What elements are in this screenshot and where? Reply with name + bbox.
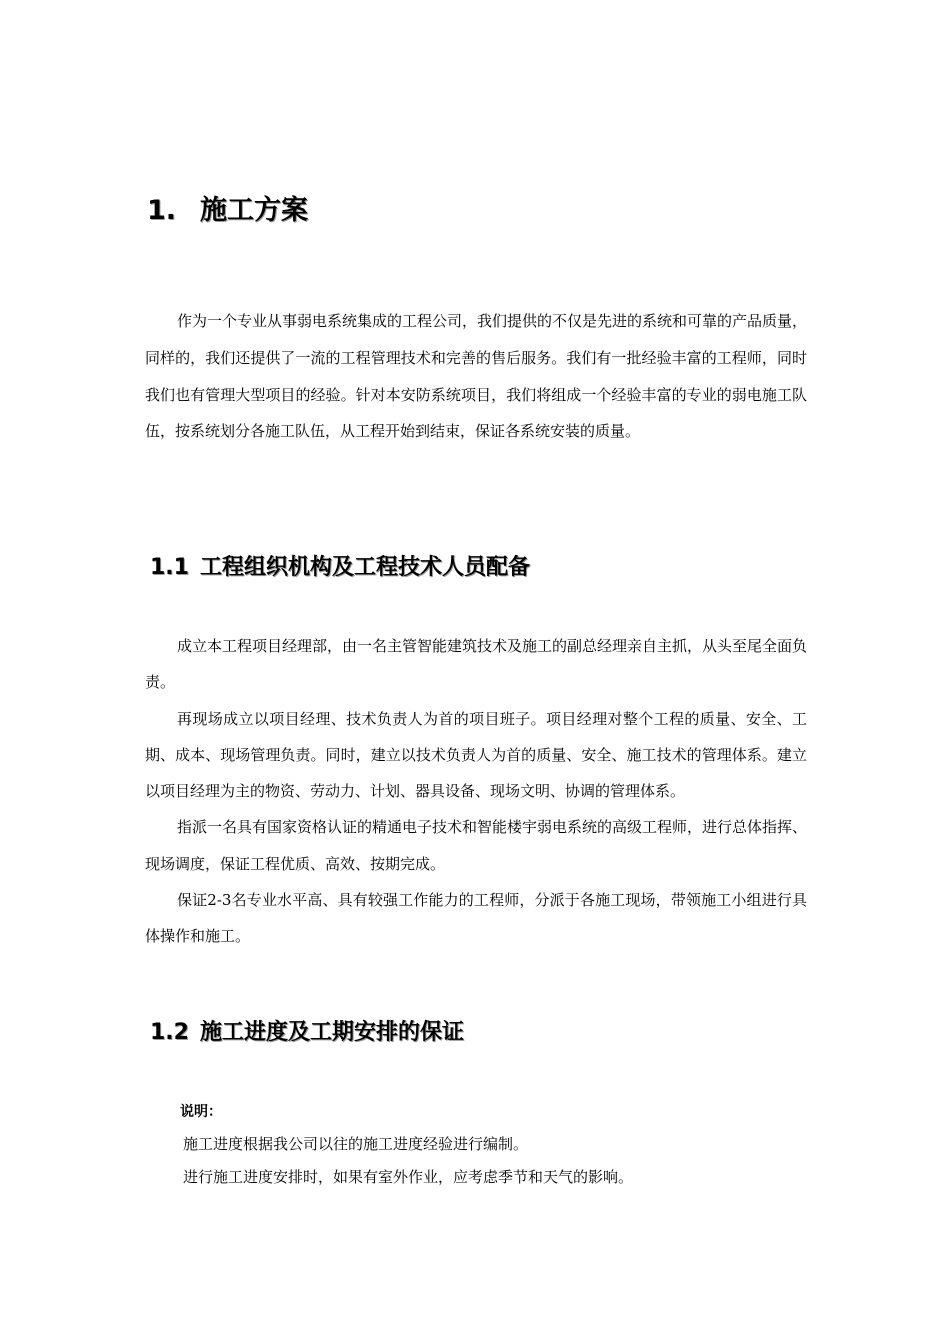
intro-paragraph: 作为一个专业从事弱电系统集成的工程公司，我们提供的不仅是先进的系统和可靠的产品质量，同样的，我们还提供了一流的工程管理技术和完善的售后服务。我们有一批经验丰富的工程师，同时我们也有管理大型项目的经验。针对本安防系统项目，我们将组成一个经验丰富的专业的弱电施工队伍，按系统划分各施工队伍，从工程开始到结束，保证各系统安装的质量。 bbox=[145, 312, 808, 441]
section-1-2-heading bbox=[150, 1017, 464, 1049]
section-1-1-paragraph: 指派一名具有国家资格认证的精通电子技术和智能楼宇弱电系统的高级工程师，进行总体指挥、现场调度，保证工程优质、高效、按期完成。 bbox=[145, 818, 808, 873]
section-1-1-body bbox=[145, 628, 807, 955]
note-line: 施工进度根据我公司以往的施工进度经验进行编制。 bbox=[183, 1135, 529, 1153]
section-1-1-number: 1.1 bbox=[150, 555, 189, 580]
main-heading-title: 施工方案 bbox=[200, 195, 308, 226]
section-1-1-paragraph: 保证2-3名专业水平高、具有较强工作能力的工程师，分派于各施工现场，带领施工小组进行具体操作和施工。 bbox=[145, 891, 807, 946]
main-heading-number: 1. bbox=[147, 195, 177, 226]
section-1-2-number: 1.2 bbox=[150, 1020, 189, 1045]
note-line: 进行施工进度安排时，如果有室外作业，应考虑季节和天气的影响。 bbox=[183, 1168, 634, 1186]
section-1-1-paragraph: 成立本工程项目经理部，由一名主管智能建筑技术及施工的副总经理亲自主抓，从头至尾全面负责。 bbox=[145, 637, 808, 692]
section-1-1-title: 工程组织机构及工程技术人员配备 bbox=[200, 555, 531, 580]
section-1-1-heading bbox=[150, 552, 530, 584]
main-heading bbox=[147, 193, 308, 229]
note-label: 说明： bbox=[180, 1104, 222, 1120]
section-1-2-title: 施工进度及工期安排的保证 bbox=[200, 1020, 465, 1045]
section-1-1-paragraph: 再现场成立以项目经理、技术负责人为首的项目班子。项目经理对整个工程的质量、安全、工期、成本、现场管理负责。同时，建立以技术负责人为首的质量、安全、施工技术的管理体系。建立以项目经理为主的物资、劳动力、计划、器具设备、现场文明、协调的管理体系。 bbox=[145, 709, 807, 801]
